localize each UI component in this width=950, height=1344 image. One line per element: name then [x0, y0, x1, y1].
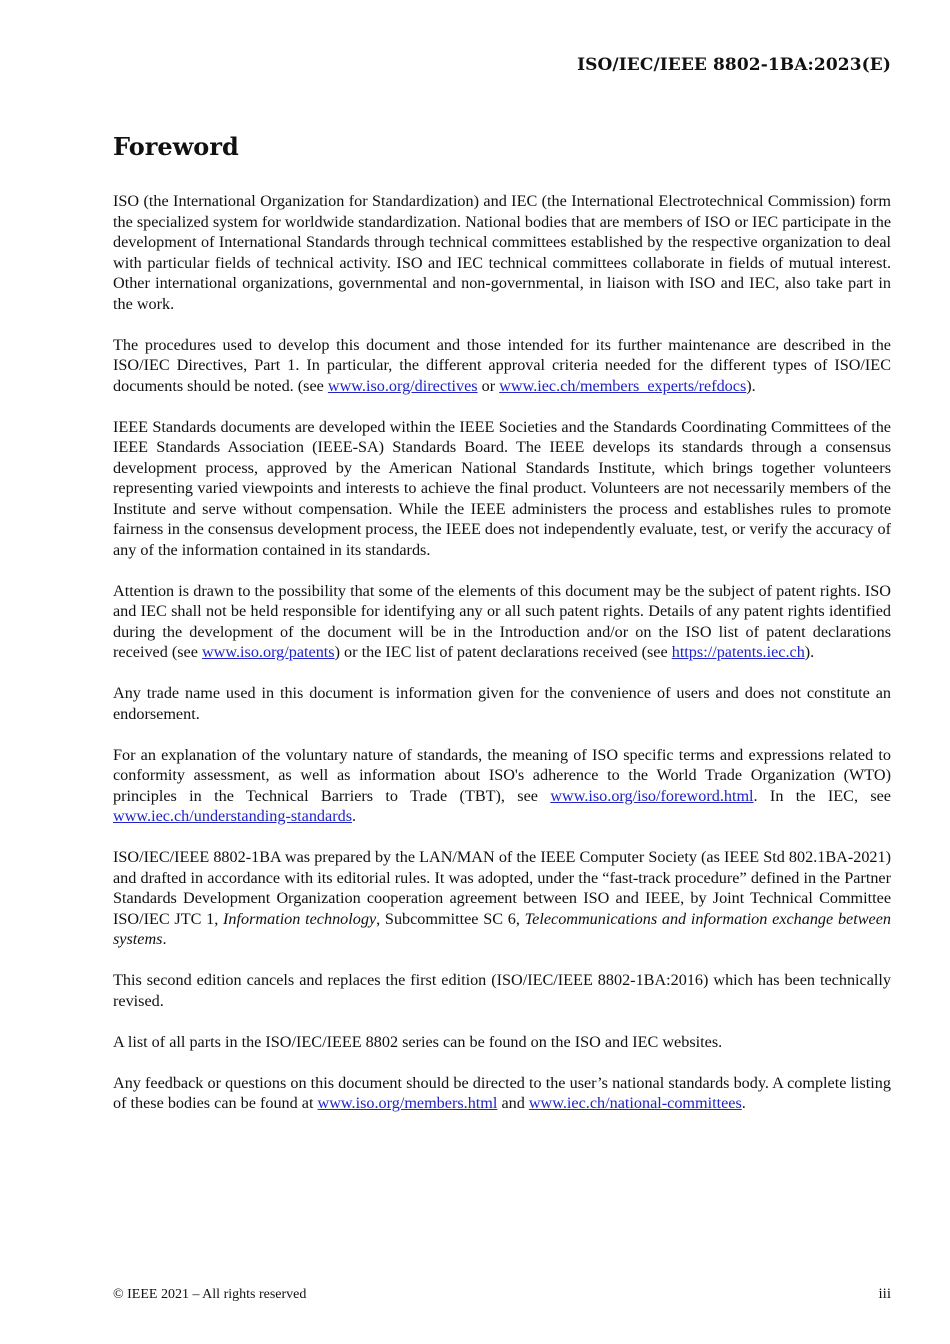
paragraph-text: Attention is drawn to the possibility that some of the elements of this document may be the subject of patent rights. ISO and IEC shall not be held responsible for identifying any or all such patent rights. Details of any patent rights identified during the development of the document will be in the Introduction and/or on the ISO list of patent declarations received (see [113, 581, 891, 661]
link-iec-refdocs[interactable]: www.iec.ch/members_experts/refdocs [499, 376, 747, 395]
paragraph-procedures [113, 335, 891, 397]
link-iec-patents[interactable]: https://patents.iec.ch [671, 643, 805, 661]
paragraph-text: Any feedback or questions on this document should be directed to the user’s national standards body. A complete listing of these bodies can be found at [113, 1073, 891, 1112]
foreword-body [113, 191, 891, 1134]
italic-subcommittee-title: Telecommunications and information exchange between systems [113, 909, 891, 948]
paragraph-preparation [113, 847, 891, 950]
link-iec-understanding-standards[interactable]: www.iec.ch/understanding-standards [113, 807, 352, 825]
page-title: Foreword [113, 132, 239, 161]
paragraph-text: . [162, 930, 167, 948]
footer-page-number: iii [878, 1286, 891, 1302]
paragraph-patent-rights [113, 581, 891, 663]
paragraph-text: . In the IEC, see [753, 786, 891, 805]
link-iec-national-committees[interactable]: www.iec.ch/national-committees [528, 1094, 742, 1112]
paragraph-text: and [497, 1094, 529, 1112]
paragraph-text: ) or the IEC list of patent declarations received (see [334, 643, 672, 661]
link-iso-members[interactable]: www.iso.org/members.html [317, 1094, 498, 1112]
italic-committee-title: Information technology [223, 909, 377, 928]
paragraph-text: For an explanation of the voluntary nature of standards, the meaning of ISO specific terms and expressions related to conformity assessment, as well as information about ISO's adherence to the World Trade Organization (WTO) principles in the Technical Barriers to Trade (TBT), see [113, 745, 891, 805]
paragraph-series-list: A list of all parts in the ISO/IEC/IEEE 8802 series can be found on the ISO and IEC websites. [113, 1032, 723, 1051]
paragraph-text: , Subcommittee SC 6, [376, 909, 525, 928]
paragraph-text: . [352, 807, 357, 825]
link-iso-directives[interactable]: www.iso.org/directives [327, 376, 478, 395]
paragraph-voluntary-nature [113, 745, 891, 827]
paragraph-text: or [477, 376, 500, 395]
link-iso-patents[interactable]: www.iso.org/patents [201, 643, 335, 661]
paragraph-text: . [741, 1094, 746, 1112]
paragraph-feedback [113, 1073, 891, 1114]
paragraph-text: ). [746, 376, 756, 395]
paragraph-trade-name: Any trade name used in this document is information given for the convenience of users and does not constitute an endorsement. [113, 684, 891, 723]
paragraph-iso-iec-intro: ISO (the International Organization for Standardization) and IEC (the International Electrotechnical Commission) form the specialized system for worldwide standardization. National bodies that are members of ISO or IEC participate in the development of International Standards through technical committees established by the respective organization to deal with particular fields of technical activity. ISO and IEC technical committees collaborate in fields of mutual interest. Other international organizations, governmental and non-governmental, in liaison with ISO and IEC, also take part in the work. [113, 192, 891, 313]
paragraph-text: The procedures used to develop this document and those intended for its further maintenance are described in the ISO/IEC Directives, Part 1. In particular, the different approval criteria needed for the different types of ISO/IEC documents should be noted. (see [113, 335, 891, 395]
paragraph-ieee-standards: IEEE Standards documents are developed within the IEEE Societies and the Standards Coordinating Committees of the IEEE Standards Association (IEEE-SA) Standards Board. The IEEE develops its standards through a consensus development process, approved by the American National Standards Institute, which brings together volunteers representing varied viewpoints and interests to achieve the final product. Volunteers are not necessarily members of the Institute and serve without compensation. While the IEEE administers the process and establishes rules to promote fairness in the consensus development process, the IEEE does not independently evaluate, test, or verify the accuracy of any of the information contained in its standards. [113, 417, 891, 559]
document-code-header: ISO/IEC/IEEE 8802-1BA:2023(E) [577, 55, 891, 75]
paragraph-text: ISO/IEC/IEEE 8802-1BA was prepared by the LAN/MAN of the IEEE Computer Society (as IEEE Std 802.1BA-2021) and drafted in accordance with its editorial rules. It was adopted, under the “fast-track procedure” defined in the Partner Standards Development Organization cooperation agreement between ISO and IEEE, by Joint Technical Committee ISO/IEC JTC 1, [113, 848, 891, 928]
paragraph-text: ). [804, 643, 815, 661]
link-iso-foreword[interactable]: www.iso.org/iso/foreword.html [550, 786, 754, 805]
paragraph-edition: This second edition cancels and replaces the first edition (ISO/IEC/IEEE 8802-1BA:2016) which has been technically revised. [113, 971, 891, 1010]
footer-copyright: © IEEE 2021 – All rights reserved [113, 1287, 307, 1302]
